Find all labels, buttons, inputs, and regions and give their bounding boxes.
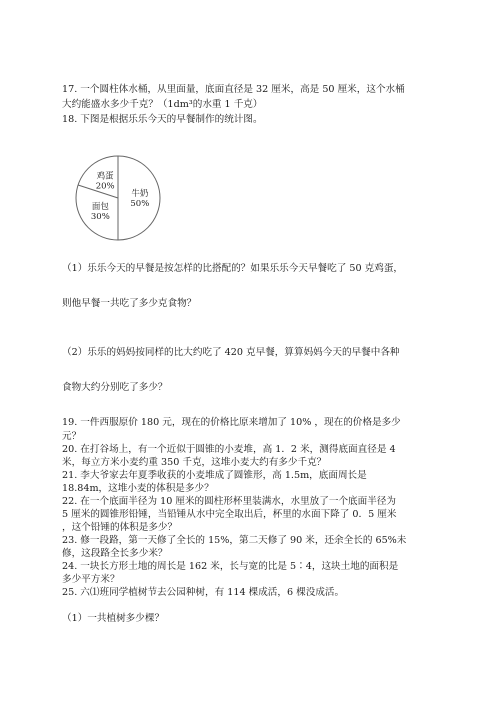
slice-percent-2: 30% — [90, 211, 110, 222]
q20-line-1: 20. 在打谷场上，有一个近似于圆锥的小麦堆，高 1．2 米，测得底面直径是 4 — [62, 444, 396, 455]
q18-sub2-line-2: 食物大约分别吃了多少？ — [62, 382, 168, 393]
q19-line-2: 元？ — [62, 431, 82, 442]
q18-sub2-line-1: （2）乐乐的妈妈按同样的比大约吃了 420 克早餐，算算妈妈今天的早餐中各种 — [62, 347, 400, 358]
q25-line-1: 25. 六⑴班同学植树节去公园种树，有 114 棵成活，6 棵没成活。 — [62, 587, 345, 598]
q17-line-1: 17. 一个圆柱体水桶，从里面量，底面直径是 32 厘米，高是 50 厘米，这个水桶 — [62, 84, 405, 95]
q18-sub1-line-1: （1）乐乐今天的早餐是按怎样的比搭配的？如果乐乐今天早餐吃了 50 克鸡蛋， — [62, 263, 404, 274]
q17-line-2: 大约能盛水多少千克？（1dm³的水重 1 千克） — [62, 99, 263, 110]
q21-line-1: 21. 李大爷家去年夏季收获的小麦堆成了圆锥形，高 1.5m，底面周长是 — [62, 470, 367, 481]
q23-line-2: 修，这段路全长多少米？ — [62, 548, 168, 559]
q22-line-2: 5 厘米的圆锥形铅锤，当铅锤从水中完全取出后，杯里的水面下降了 0．5 厘米 — [62, 509, 397, 520]
slice-percent-1: 50% — [130, 199, 150, 209]
breakfast-pie-chart — [72, 152, 164, 244]
q24-line-2: 多少平方米？ — [62, 574, 120, 585]
q18-intro: 18. 下图是根据乐乐今天的早餐制作的统计图。 — [62, 114, 263, 125]
slice-name-1: 牛奶 — [131, 189, 149, 199]
slice-name-3: 鸡蛋 — [96, 171, 114, 182]
pie-svg — [72, 152, 164, 244]
q23-line-1: 23. 修一段路，第一天修了全长的 15%，第二天修了 90 米，还余全长的 65%未 — [62, 535, 407, 546]
q21-line-2: 18.84m，这堆小麦的体积是多少？ — [62, 483, 214, 494]
q22-line-1: 22. 在一个底面半径为 10 厘米的圆柱形杯里装满水，水里放了一个底面半径为 — [62, 496, 397, 507]
q19-line-1: 19. 一件西服原价 180 元，现在的价格比原来增加了 10% ，现在的价格是多少 — [62, 417, 401, 428]
q20-line-2: 米，每立方米小麦约重 350 千克，这堆小麦大约有多少千克？ — [62, 457, 327, 468]
q18-sub1-line-2: 则他早餐一共吃了多少克食物？ — [62, 298, 197, 309]
slice-name-2: 面包 — [91, 201, 109, 212]
q22-line-3: ，这个铅锤的体积是多少？ — [62, 522, 178, 533]
slice-percent-3: 20% — [95, 181, 115, 192]
q25-sub1: （1）一共植树多少棵？ — [62, 613, 165, 624]
q24-line-1: 24. 一块长方形土地的周长是 162 米，长与宽的比是 5∶4，这块土地的面积是 — [62, 561, 399, 572]
